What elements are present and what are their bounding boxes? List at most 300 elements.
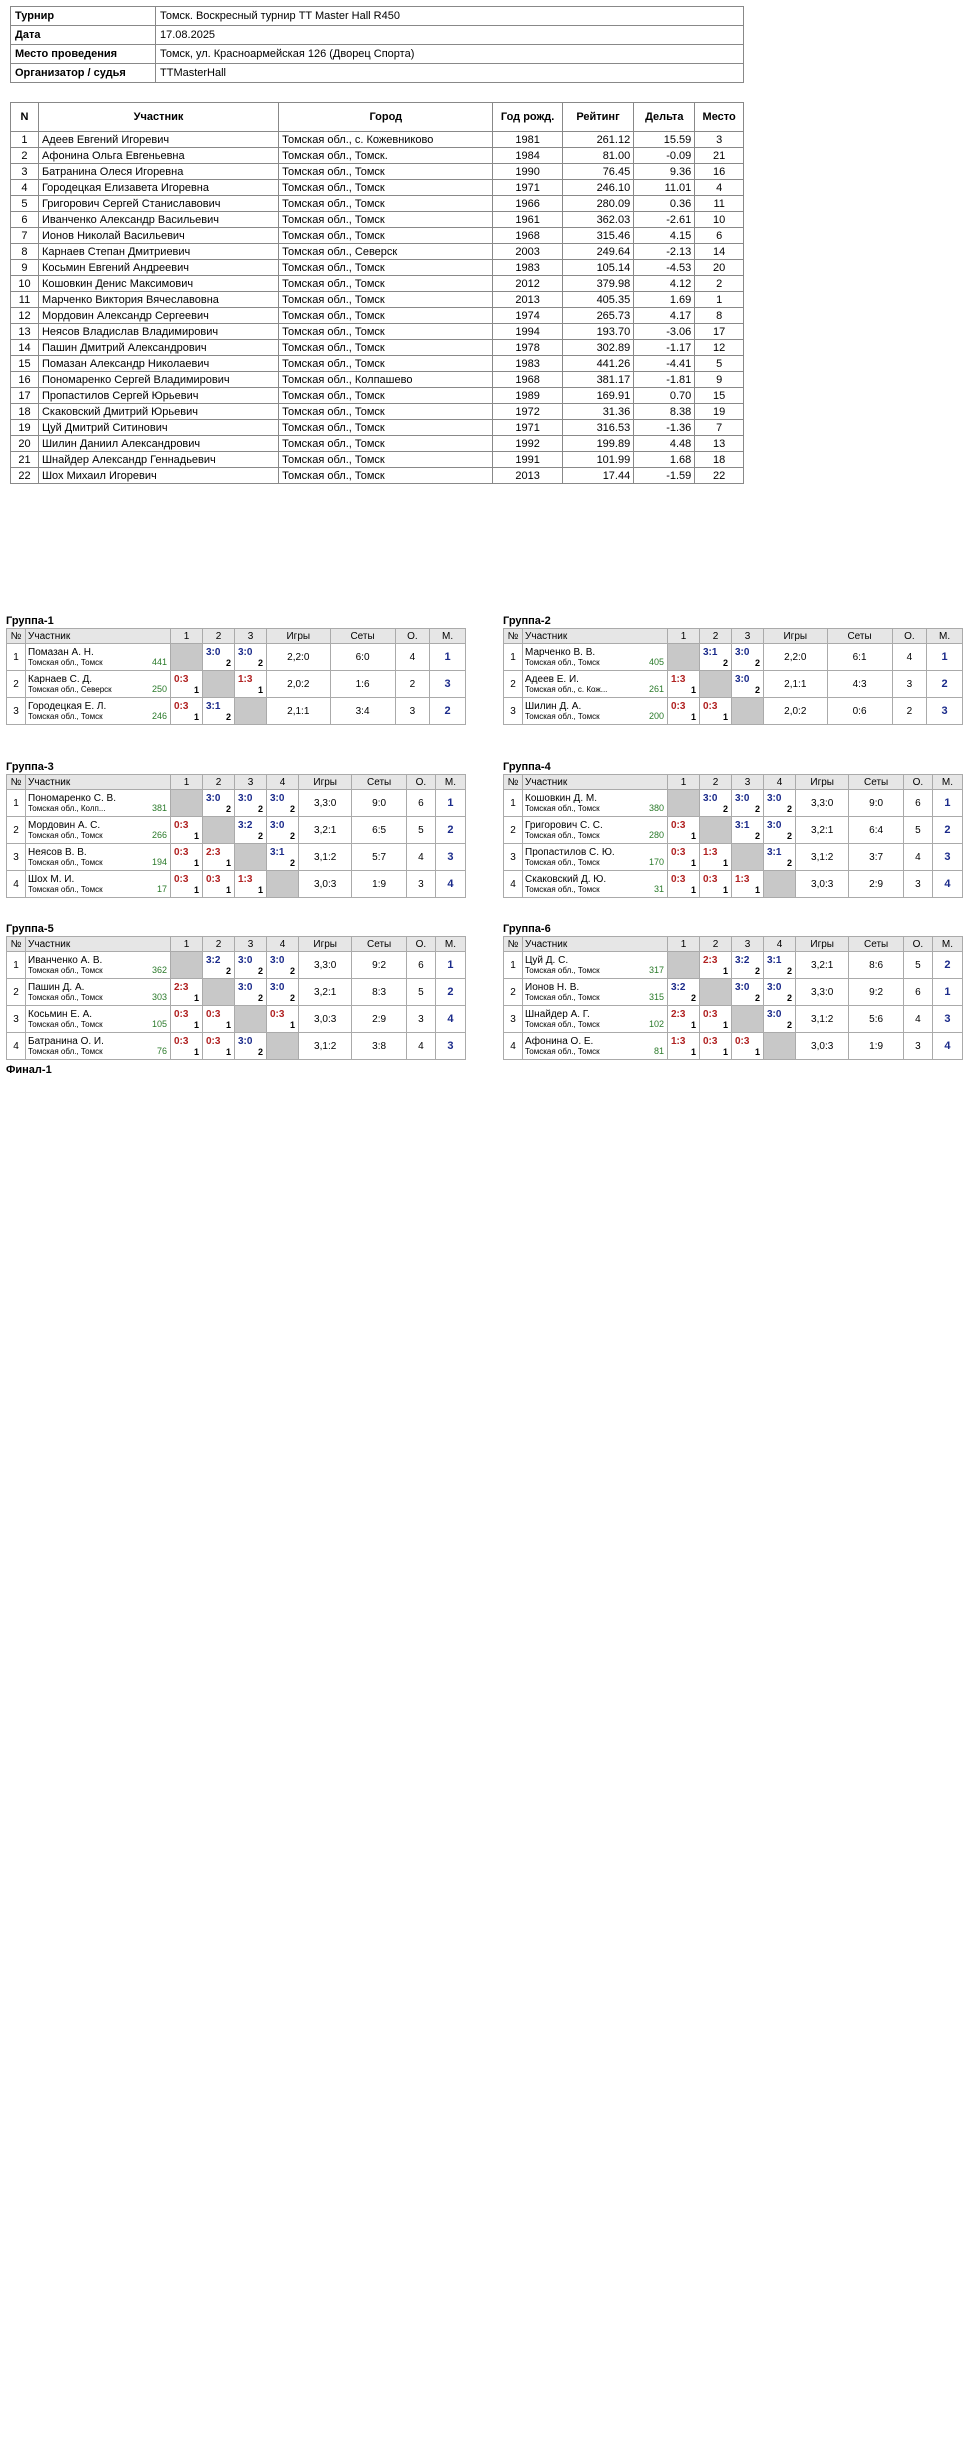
player-cell: Пономаренко Сергей Владимирович xyxy=(38,372,278,388)
player-row xyxy=(11,244,744,260)
group-player xyxy=(523,671,668,698)
player-cell: 193.70 xyxy=(562,324,633,340)
match-points: 1 xyxy=(193,712,199,722)
match-score: 3:0 xyxy=(270,820,285,831)
match-score: 3:1 xyxy=(767,955,782,966)
group-score-cell xyxy=(171,844,203,871)
group-score-cell xyxy=(235,644,267,671)
group-sets: 1:9 xyxy=(352,871,407,898)
match-points: 1 xyxy=(690,831,696,841)
player-cell: 22 xyxy=(11,468,39,484)
player-cell: 5 xyxy=(11,196,39,212)
group-row xyxy=(7,1033,466,1060)
group-score-cell xyxy=(668,817,700,844)
group-self-cell xyxy=(235,844,267,871)
group-player-city: Томская обл., Томск xyxy=(28,658,103,667)
player-cell: 1971 xyxy=(493,180,562,196)
player-cell: Томская обл., Томск xyxy=(279,196,493,212)
player-cell: 4.48 xyxy=(634,436,695,452)
player-cell: 7 xyxy=(695,420,744,436)
group-player-rating: 266 xyxy=(151,830,167,840)
group-row xyxy=(504,644,963,671)
match-points: 1 xyxy=(754,1047,760,1057)
group-score-cell xyxy=(764,817,796,844)
player-cell: 1991 xyxy=(493,452,562,468)
group-col-n: № xyxy=(504,775,523,790)
match-points: 1 xyxy=(193,858,199,868)
group-player xyxy=(26,1006,171,1033)
group-score-cell xyxy=(267,844,299,871)
player-cell: Марченко Виктория Вячеславовна xyxy=(38,292,278,308)
match-score: 2:3 xyxy=(671,1009,686,1020)
group-self-cell xyxy=(203,979,235,1006)
player-cell: Томская обл., Томск xyxy=(279,308,493,324)
group-player-rating: 31 xyxy=(653,884,664,894)
group-col-points: О. xyxy=(395,629,430,644)
player-cell: 2012 xyxy=(493,276,562,292)
match-points: 2 xyxy=(690,993,696,1003)
match-score: 3:0 xyxy=(238,647,253,658)
match-score: 3:1 xyxy=(735,820,750,831)
player-cell: 1984 xyxy=(493,148,562,164)
player-cell: 441.26 xyxy=(562,356,633,372)
player-cell: 302.89 xyxy=(562,340,633,356)
player-cell: Томская обл., Колпашево xyxy=(279,372,493,388)
group-score-cell xyxy=(171,979,203,1006)
group-col-opponent: 4 xyxy=(764,775,796,790)
group-title: Группа-1 xyxy=(6,615,54,627)
match-points: 1 xyxy=(225,1020,231,1030)
group-score-cell xyxy=(267,817,299,844)
group-player xyxy=(523,817,668,844)
group-row-n: 2 xyxy=(504,817,523,844)
group-player-rating: 76 xyxy=(156,1046,167,1056)
group-player-rating: 246 xyxy=(151,711,167,721)
group-col-n: № xyxy=(7,629,26,644)
match-points: 1 xyxy=(722,1020,728,1030)
match-points: 2 xyxy=(289,993,295,1003)
player-cell: 5 xyxy=(695,356,744,372)
group-player-city: Томская обл., Томск xyxy=(525,858,600,867)
group-points: 3 xyxy=(892,671,927,698)
group-points: 6 xyxy=(406,952,435,979)
group-score-cell xyxy=(235,979,267,1006)
match-score: 0:3 xyxy=(270,1009,285,1020)
player-cell: 315.46 xyxy=(562,228,633,244)
info-value: 17.08.2025 xyxy=(156,26,744,45)
group-player-rating: 381 xyxy=(151,803,167,813)
group-place: 2 xyxy=(430,698,466,725)
group-place: 2 xyxy=(932,952,962,979)
group-player-city: Томская обл., Томск xyxy=(28,885,103,894)
group-col-name: Участник xyxy=(26,629,171,644)
info-row xyxy=(11,7,744,26)
group-score-cell xyxy=(700,1006,732,1033)
player-cell: 1966 xyxy=(493,196,562,212)
player-cell: Томская обл., Томск xyxy=(279,436,493,452)
match-score: 3:2 xyxy=(206,955,221,966)
group-player xyxy=(523,979,668,1006)
group-player-name: Косьмин Е. А. xyxy=(28,1009,93,1020)
group-place: 2 xyxy=(435,979,465,1006)
player-cell: Иванченко Александр Васильевич xyxy=(38,212,278,228)
group-games: 3,2:1 xyxy=(299,979,352,1006)
player-cell: Неясов Владислав Владимирович xyxy=(38,324,278,340)
group-score-cell xyxy=(203,871,235,898)
player-cell: -3.06 xyxy=(634,324,695,340)
group-score-cell xyxy=(700,844,732,871)
group-player-rating: 200 xyxy=(648,711,664,721)
group-self-cell xyxy=(235,1006,267,1033)
group-self-cell xyxy=(764,871,796,898)
player-cell: 0.70 xyxy=(634,388,695,404)
group-col-n: № xyxy=(504,629,523,644)
group-score-cell xyxy=(732,671,764,698)
group-player-city: Томская обл., Томск xyxy=(525,885,600,894)
player-cell: 405.35 xyxy=(562,292,633,308)
group-row-n: 1 xyxy=(504,952,523,979)
group-score-cell xyxy=(171,671,203,698)
group-self-cell xyxy=(700,979,732,1006)
group-player-rating: 17 xyxy=(156,884,167,894)
match-score: 1:3 xyxy=(671,1036,686,1047)
info-key: Место проведения xyxy=(11,45,156,64)
player-cell: 4.17 xyxy=(634,308,695,324)
group-sets: 8:3 xyxy=(352,979,407,1006)
match-points: 2 xyxy=(289,804,295,814)
group-games: 3,3:0 xyxy=(299,790,352,817)
group-player-name: Иванченко А. В. xyxy=(28,955,103,966)
player-row xyxy=(11,340,744,356)
group-self-cell xyxy=(732,1006,764,1033)
group-player-city: Томская обл., Томск xyxy=(525,712,600,721)
group-score-cell xyxy=(732,1033,764,1060)
group-player-name: Пономаренко С. В. xyxy=(28,793,116,804)
group-player-city: Томская обл., Томск xyxy=(28,831,103,840)
group-self-cell xyxy=(171,790,203,817)
group-self-cell xyxy=(700,817,732,844)
group-points: 4 xyxy=(395,644,430,671)
group-score-cell xyxy=(700,698,732,725)
match-score: 0:3 xyxy=(735,1036,750,1047)
group-table xyxy=(503,628,963,725)
player-cell: 18 xyxy=(695,452,744,468)
match-points: 1 xyxy=(225,1047,231,1057)
player-cell: 11 xyxy=(11,292,39,308)
group-col-opponent: 4 xyxy=(764,937,796,952)
group-player-name: Скаковский Д. Ю. xyxy=(525,874,607,885)
match-points: 1 xyxy=(193,993,199,1003)
player-cell: 14 xyxy=(11,340,39,356)
match-points: 2 xyxy=(225,966,231,976)
group-row-n: 4 xyxy=(7,871,26,898)
match-points: 2 xyxy=(225,712,231,722)
group-sets: 6:0 xyxy=(330,644,395,671)
group-score-cell xyxy=(203,790,235,817)
player-cell: -1.17 xyxy=(634,340,695,356)
group-place: 1 xyxy=(435,790,465,817)
match-points: 1 xyxy=(257,885,263,895)
group-col-opponent: 3 xyxy=(732,937,764,952)
group-col-points: О. xyxy=(903,775,932,790)
group-player-rating: 102 xyxy=(648,1019,664,1029)
match-points: 2 xyxy=(257,831,263,841)
group-player-name: Пропастилов С. Ю. xyxy=(525,847,615,858)
match-points: 2 xyxy=(786,966,792,976)
player-cell: 2013 xyxy=(493,468,562,484)
match-score: 3:1 xyxy=(206,701,221,712)
player-cell: Томская обл., Томск xyxy=(279,452,493,468)
group-score-cell xyxy=(668,871,700,898)
group-player xyxy=(26,979,171,1006)
group-block xyxy=(6,614,466,725)
player-row xyxy=(11,452,744,468)
match-score: 3:2 xyxy=(735,955,750,966)
match-score: 0:3 xyxy=(174,1009,189,1020)
match-points: 1 xyxy=(690,1020,696,1030)
group-block xyxy=(503,760,963,898)
player-cell: 1974 xyxy=(493,308,562,324)
group-col-points: О. xyxy=(406,775,435,790)
group-row xyxy=(504,817,963,844)
match-points: 2 xyxy=(786,831,792,841)
player-cell: 1990 xyxy=(493,164,562,180)
group-col-opponent: 3 xyxy=(235,629,267,644)
group-row xyxy=(504,790,963,817)
match-score: 3:0 xyxy=(238,982,253,993)
group-player-name: Цуй Д. С. xyxy=(525,955,569,966)
player-cell: 1.69 xyxy=(634,292,695,308)
match-score: 1:3 xyxy=(735,874,750,885)
group-place: 3 xyxy=(927,698,963,725)
group-col-points: О. xyxy=(892,629,927,644)
group-score-cell xyxy=(668,671,700,698)
group-title: Группа-2 xyxy=(503,615,551,627)
player-cell: Афонина Ольга Евгеньевна xyxy=(38,148,278,164)
group-sets: 6:4 xyxy=(849,817,904,844)
player-cell: 7 xyxy=(11,228,39,244)
match-score: 0:3 xyxy=(174,847,189,858)
group-block xyxy=(503,614,963,725)
group-player-name: Афонина О. Е. xyxy=(525,1036,594,1047)
match-points: 2 xyxy=(754,658,760,668)
group-row xyxy=(7,698,466,725)
group-place: 1 xyxy=(435,952,465,979)
match-score: 3:1 xyxy=(703,647,718,658)
player-row xyxy=(11,260,744,276)
player-row xyxy=(11,468,744,484)
player-cell: 249.64 xyxy=(562,244,633,260)
player-cell: 19 xyxy=(11,420,39,436)
group-points: 5 xyxy=(406,817,435,844)
group-score-cell xyxy=(764,979,796,1006)
player-cell: Городецкая Елизавета Игоревна xyxy=(38,180,278,196)
group-player xyxy=(523,952,668,979)
group-self-cell xyxy=(668,644,700,671)
match-points: 2 xyxy=(754,804,760,814)
group-score-cell xyxy=(732,979,764,1006)
player-cell: 19 xyxy=(695,404,744,420)
group-row-n: 3 xyxy=(504,698,523,725)
group-place: 1 xyxy=(927,644,963,671)
group-col-opponent: 2 xyxy=(700,629,732,644)
group-place: 4 xyxy=(435,871,465,898)
group-col-opponent: 3 xyxy=(732,629,764,644)
group-player xyxy=(26,790,171,817)
group-table xyxy=(503,936,963,1060)
player-cell: 2 xyxy=(11,148,39,164)
group-row-n: 3 xyxy=(7,844,26,871)
group-player-name: Батранина О. И. xyxy=(28,1036,104,1047)
match-score: 3:0 xyxy=(735,793,750,804)
player-cell: 316.53 xyxy=(562,420,633,436)
player-cell: 1968 xyxy=(493,228,562,244)
group-row xyxy=(504,1006,963,1033)
group-points: 6 xyxy=(406,790,435,817)
group-games: 3,3:0 xyxy=(299,952,352,979)
group-score-cell xyxy=(267,1006,299,1033)
group-row-n: 3 xyxy=(7,1006,26,1033)
group-row-n: 3 xyxy=(504,844,523,871)
group-place: 4 xyxy=(435,1006,465,1033)
match-points: 2 xyxy=(289,858,295,868)
group-points: 3 xyxy=(406,1006,435,1033)
player-cell: 6 xyxy=(695,228,744,244)
player-cell: 265.73 xyxy=(562,308,633,324)
player-cell: 379.98 xyxy=(562,276,633,292)
group-col-opponent: 1 xyxy=(171,937,203,952)
match-points: 2 xyxy=(754,993,760,1003)
group-player xyxy=(523,871,668,898)
players-col-header: Год рожд. xyxy=(493,103,562,132)
group-place: 1 xyxy=(430,644,466,671)
player-cell: 21 xyxy=(695,148,744,164)
group-col-sets: Сеты xyxy=(849,775,904,790)
tournament-info-table xyxy=(10,6,744,83)
group-player xyxy=(523,1006,668,1033)
group-player-city: Томская обл., Томск xyxy=(28,1020,103,1029)
group-score-cell xyxy=(700,644,732,671)
group-col-opponent: 2 xyxy=(203,775,235,790)
group-row xyxy=(504,698,963,725)
group-player xyxy=(26,844,171,871)
info-row xyxy=(11,26,744,45)
player-cell: 1994 xyxy=(493,324,562,340)
match-points: 2 xyxy=(722,658,728,668)
group-games: 2,2:0 xyxy=(267,644,331,671)
group-score-cell xyxy=(732,644,764,671)
group-col-opponent: 1 xyxy=(171,629,203,644)
group-self-cell xyxy=(171,644,203,671)
match-points: 1 xyxy=(193,1047,199,1057)
group-self-cell xyxy=(732,698,764,725)
group-player-city: Томская обл., Томск xyxy=(28,1047,103,1056)
group-place: 1 xyxy=(932,979,962,1006)
group-player-rating: 194 xyxy=(151,857,167,867)
group-col-opponent: 4 xyxy=(267,775,299,790)
group-player-name: Шилин Д. А. xyxy=(525,701,582,712)
match-points: 2 xyxy=(257,1047,263,1057)
group-col-n: № xyxy=(504,937,523,952)
group-self-cell xyxy=(171,952,203,979)
player-cell: 1989 xyxy=(493,388,562,404)
match-points: 1 xyxy=(690,1047,696,1057)
players-col-header: N xyxy=(11,103,39,132)
player-row xyxy=(11,436,744,452)
player-cell: Томская обл., с. Кожевниково xyxy=(279,132,493,148)
group-col-sets: Сеты xyxy=(849,937,904,952)
group-col-name: Участник xyxy=(26,775,171,790)
player-row xyxy=(11,388,744,404)
match-score: 0:3 xyxy=(174,1036,189,1047)
player-cell: Пропастилов Сергей Юрьевич xyxy=(38,388,278,404)
player-row xyxy=(11,324,744,340)
group-place: 4 xyxy=(932,1033,962,1060)
group-block xyxy=(503,922,963,1060)
group-player xyxy=(26,671,171,698)
group-player-rating: 317 xyxy=(648,965,664,975)
group-player-name: Адеев Е. И. xyxy=(525,674,579,685)
match-score: 0:3 xyxy=(206,874,221,885)
group-score-cell xyxy=(700,952,732,979)
group-self-cell xyxy=(732,844,764,871)
match-score: 0:3 xyxy=(703,701,718,712)
group-sets: 9:2 xyxy=(352,952,407,979)
group-player-city: Томская обл., Томск xyxy=(525,804,600,813)
group-player-city: Томская обл., Северск xyxy=(28,685,112,694)
player-cell: Томская обл., Томск xyxy=(279,420,493,436)
player-cell: 17 xyxy=(695,324,744,340)
group-games: 2,1:1 xyxy=(764,671,828,698)
match-score: 3:0 xyxy=(270,982,285,993)
group-col-games: Игры xyxy=(764,629,828,644)
group-points: 3 xyxy=(903,1033,932,1060)
group-player-name: Неясов В. В. xyxy=(28,847,87,858)
group-sets: 2:9 xyxy=(352,1006,407,1033)
match-score: 0:3 xyxy=(703,1036,718,1047)
match-points: 2 xyxy=(754,685,760,695)
match-points: 1 xyxy=(193,1020,199,1030)
group-col-games: Игры xyxy=(299,775,352,790)
group-player-name: Ионов Н. В. xyxy=(525,982,580,993)
group-place: 3 xyxy=(435,1033,465,1060)
match-points: 1 xyxy=(722,966,728,976)
player-row xyxy=(11,196,744,212)
player-cell: Томская обл., Томск xyxy=(279,292,493,308)
group-score-cell xyxy=(764,1006,796,1033)
match-score: 3:0 xyxy=(767,820,782,831)
player-cell: -1.81 xyxy=(634,372,695,388)
player-cell: 1 xyxy=(695,292,744,308)
player-cell: 76.45 xyxy=(562,164,633,180)
group-place: 1 xyxy=(932,790,962,817)
player-cell: 12 xyxy=(695,340,744,356)
info-value: Томск, ул. Красноармейская 126 (Дворец Спорта) xyxy=(156,45,744,64)
group-games: 3,2:1 xyxy=(796,817,849,844)
group-player-name: Шнайдер А. Г. xyxy=(525,1009,590,1020)
match-score: 1:3 xyxy=(238,674,253,685)
player-cell: Шилин Даниил Александрович xyxy=(38,436,278,452)
group-row-n: 3 xyxy=(504,1006,523,1033)
group-score-cell xyxy=(235,952,267,979)
group-points: 5 xyxy=(903,817,932,844)
player-cell: -2.13 xyxy=(634,244,695,260)
group-col-n: № xyxy=(7,937,26,952)
group-place: 4 xyxy=(932,871,962,898)
player-cell: 11 xyxy=(695,196,744,212)
player-cell: 9.36 xyxy=(634,164,695,180)
group-player xyxy=(26,644,171,671)
